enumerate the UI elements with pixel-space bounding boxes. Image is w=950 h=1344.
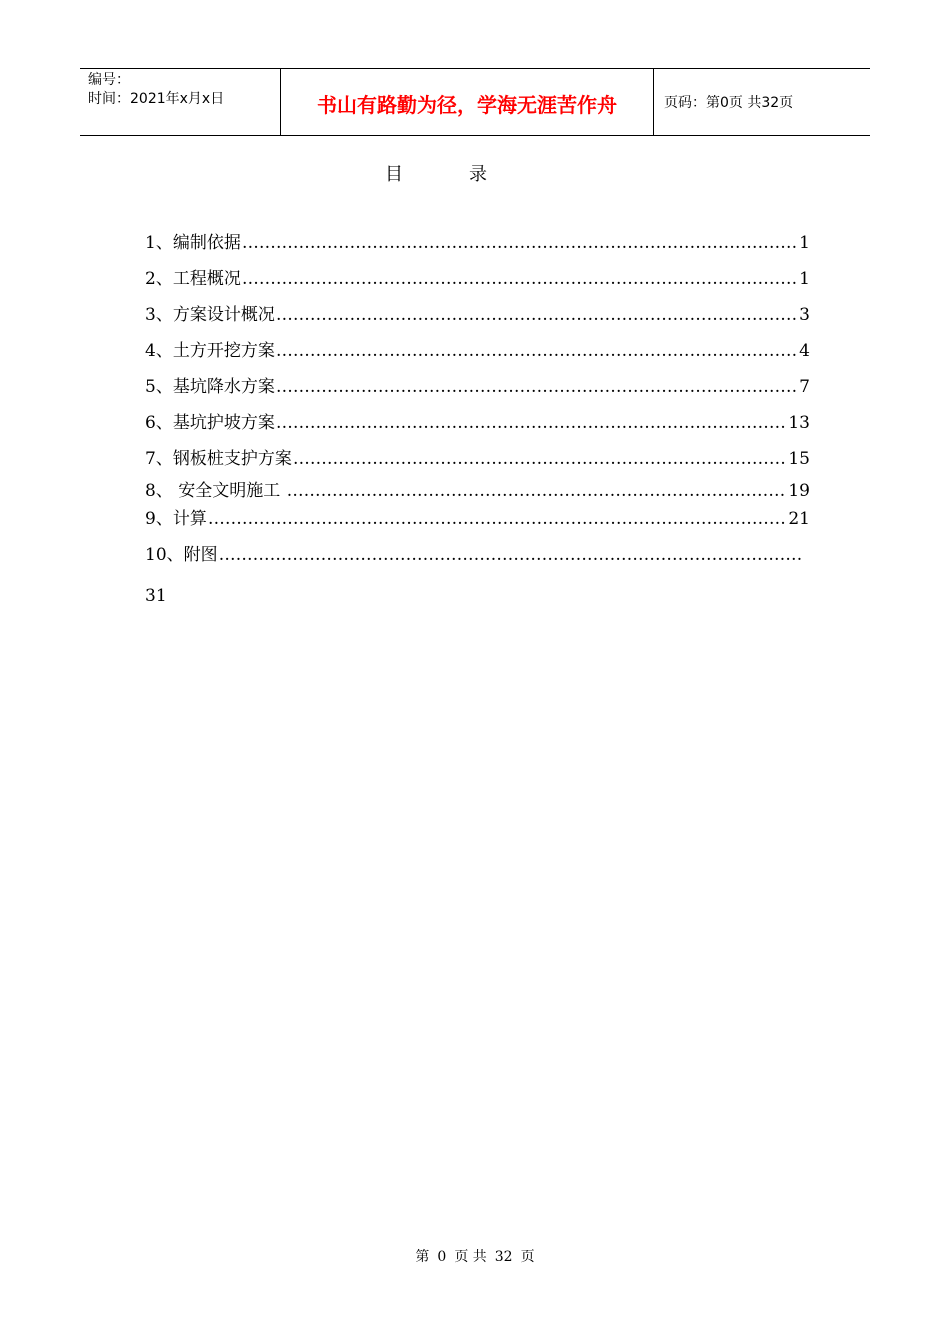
footer-prefix: 第 xyxy=(415,1249,430,1265)
toc-entry xyxy=(145,408,810,444)
toc-leader-dots xyxy=(242,228,798,258)
toc-entry-label: 7、钢板桩支护方案 xyxy=(145,449,292,469)
toc-leader-dots xyxy=(276,336,798,366)
toc-title-char-1: 目 xyxy=(385,164,403,185)
toc-leader-dots xyxy=(276,372,798,402)
toc-entry xyxy=(145,300,810,336)
toc-entry xyxy=(145,504,810,540)
toc-entry xyxy=(145,264,810,300)
toc-leader-dots xyxy=(219,540,801,570)
toc-entry-page: 7 xyxy=(799,377,810,397)
toc-entry-label: 8、 安全文明施工 xyxy=(145,481,286,501)
footer-page-number: 0 xyxy=(437,1249,447,1265)
toc-leader-dots xyxy=(276,408,788,438)
toc-leader-dots xyxy=(276,300,798,330)
toc-entry xyxy=(145,480,810,504)
toc-entry-label: 1、编制依据 xyxy=(145,233,241,253)
toc-entry-page: 21 xyxy=(788,509,810,529)
toc-entry xyxy=(145,444,810,480)
toc-entry-page: 4 xyxy=(799,341,810,361)
header-meta-cell xyxy=(80,69,281,135)
toc-entry xyxy=(145,336,810,372)
document-date-label: 时间：2021年x月x日 xyxy=(88,91,225,107)
toc-entry-label: 4、土方开挖方案 xyxy=(145,341,275,361)
toc-entry-page: 1 xyxy=(799,269,810,289)
toc-title xyxy=(385,160,487,186)
toc-entry-page: 19 xyxy=(788,481,810,501)
footer-total-pages: 32 xyxy=(494,1249,513,1265)
table-of-contents xyxy=(145,228,810,616)
toc-leader-dots xyxy=(287,480,788,502)
toc-leader-dots xyxy=(208,504,788,534)
toc-entry-label: 6、基坑护坡方案 xyxy=(145,413,275,433)
document-number-label: 编号： xyxy=(88,72,130,88)
header-motto: 书山有路勤为径，学海无涯苦作舟 xyxy=(281,69,654,135)
toc-entry-overflow-page: 31 xyxy=(145,586,167,606)
toc-entry xyxy=(145,228,810,264)
toc-entry-label: 2、工程概况 xyxy=(145,269,241,289)
header-page-info: 页码：第0页 共32页 xyxy=(664,95,794,111)
toc-entry xyxy=(145,540,810,576)
toc-entry-label: 3、方案设计概况 xyxy=(145,305,275,325)
toc-entry-label: 10、附图 xyxy=(145,545,218,565)
page-footer xyxy=(0,1246,950,1266)
toc-leader-dots xyxy=(293,444,788,474)
toc-title-char-2: 录 xyxy=(469,164,487,185)
header-table xyxy=(80,68,870,136)
footer-middle: 页 共 xyxy=(454,1249,487,1265)
toc-entry-label: 9、计算 xyxy=(145,509,207,529)
footer-suffix: 页 xyxy=(520,1249,535,1265)
toc-leader-dots xyxy=(242,264,798,294)
toc-entry xyxy=(145,372,810,408)
toc-entry-page: 3 xyxy=(799,305,810,325)
toc-entry-page: 13 xyxy=(788,413,810,433)
toc-entry-label: 5、基坑降水方案 xyxy=(145,377,275,397)
toc-entry-page: 15 xyxy=(788,449,810,469)
toc-entry-page: 1 xyxy=(799,233,810,253)
